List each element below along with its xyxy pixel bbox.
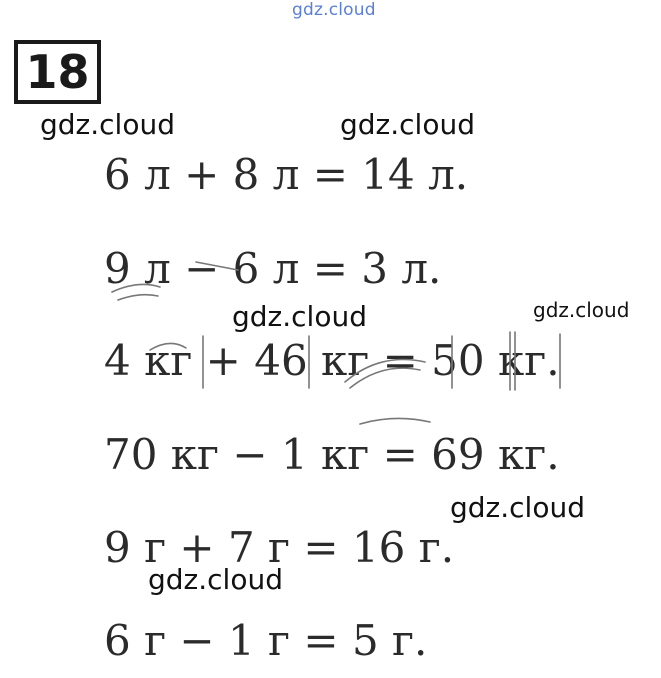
equation-line: 4 кг + 46 кг = 50 кг.: [104, 336, 560, 385]
site-watermark-header: gdz.cloud: [292, 0, 376, 20]
watermark-text: gdz.cloud: [340, 108, 475, 141]
watermark-text: gdz.cloud: [533, 298, 630, 322]
watermark-text: gdz.cloud: [232, 300, 367, 333]
equation-line: 6 г − 1 г = 5 г.: [104, 616, 428, 665]
scribble-mark: [360, 418, 430, 424]
task-number: 18: [25, 45, 90, 99]
equation-line: 6 л + 8 л = 14 л.: [104, 150, 469, 199]
watermark-text: gdz.cloud: [450, 491, 585, 524]
watermark-text: gdz.cloud: [148, 563, 283, 596]
scribble-mark: [118, 295, 158, 300]
equation-line: 9 л − 6 л = 3 л.: [104, 244, 442, 293]
equation-line: 70 кг − 1 кг = 69 кг.: [104, 430, 560, 479]
task-number-box: [14, 40, 101, 104]
watermark-text: gdz.cloud: [40, 108, 175, 141]
equation-line: 9 г + 7 г = 16 г.: [104, 523, 455, 572]
